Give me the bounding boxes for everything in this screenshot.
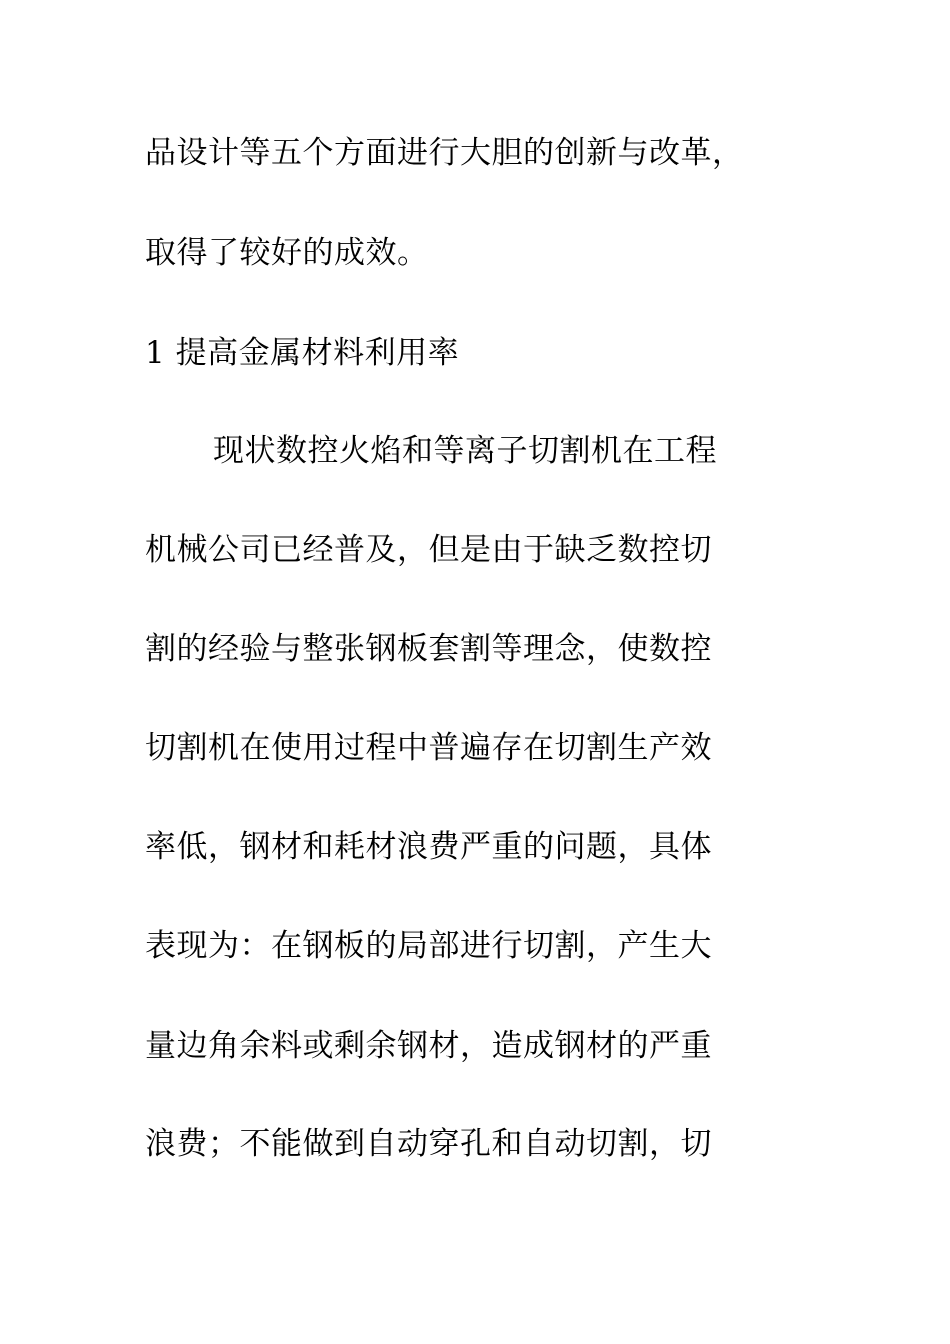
paragraph-line: 切割机在使用过程中普遍存在切割生产效 <box>145 730 712 766</box>
paragraph-line: 机械公司已经普及，但是由于缺乏数控切 <box>145 532 712 568</box>
paragraph-line: 品设计等五个方面进行大胆的创新与改革， <box>145 135 744 171</box>
paragraph-line: 浪费；不能做到自动穿孔和自动切割，切 <box>145 1126 712 1162</box>
paragraph-line: 取得了较好的成效。 <box>145 235 429 271</box>
paragraph-line: 割的经验与整张钢板套割等理念，使数控 <box>145 631 712 667</box>
paragraph-line: 率低，钢材和耗材浪费严重的问题，具体 <box>145 829 712 865</box>
paragraph-line: 现状数控火焰和等离子切割机在工程 <box>213 433 717 469</box>
section-heading: 1 提高金属材料利用率 <box>145 335 460 371</box>
paragraph-line: 表现为：在钢板的局部进行切割，产生大 <box>145 928 712 964</box>
paragraph-line: 量边角余料或剩余钢材，造成钢材的严重 <box>145 1028 712 1064</box>
